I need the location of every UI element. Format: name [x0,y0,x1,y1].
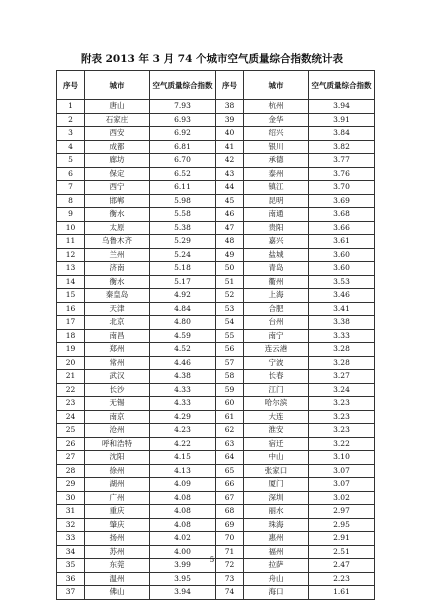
cell-city: 徐州 [85,464,150,478]
cell-index: 56 [216,343,244,357]
cell-aqi: 3.91 [309,113,375,127]
cell-index: 42 [216,154,244,168]
table-row [57,410,375,424]
cell-index: 57 [216,356,244,370]
cell-city: 秦皇岛 [85,289,150,303]
cell-aqi: 4.80 [150,316,216,330]
cell-city: 太原 [85,221,150,235]
cell-city: 佛山 [85,586,150,600]
cell-index: 53 [216,302,244,316]
cell-aqi: 3.60 [309,262,375,276]
cell-index: 72 [216,559,244,573]
cell-index: 1 [57,100,85,114]
cell-city: 承德 [244,154,309,168]
cell-index: 39 [216,113,244,127]
cell-city: 衢州 [244,275,309,289]
table-body [57,100,375,600]
header-city: 城市 [244,71,309,100]
cell-city: 长沙 [85,383,150,397]
cell-index: 41 [216,140,244,154]
table-row [57,113,375,127]
cell-index: 40 [216,127,244,141]
table-row [57,262,375,276]
cell-index: 13 [57,262,85,276]
table-row [57,356,375,370]
cell-index: 15 [57,289,85,303]
cell-aqi: 4.09 [150,478,216,492]
cell-aqi: 5.38 [150,221,216,235]
cell-aqi: 3.68 [309,208,375,222]
cell-city: 东莞 [85,559,150,573]
cell-city: 沧州 [85,424,150,438]
table-row [57,424,375,438]
cell-index: 71 [216,545,244,559]
table-row [57,275,375,289]
cell-aqi: 3.76 [309,167,375,181]
cell-aqi: 4.23 [150,424,216,438]
cell-aqi: 3.70 [309,181,375,195]
cell-city: 江门 [244,383,309,397]
cell-city: 南通 [244,208,309,222]
cell-aqi: 3.24 [309,383,375,397]
cell-aqi: 3.38 [309,316,375,330]
cell-index: 35 [57,559,85,573]
cell-index: 49 [216,248,244,262]
cell-city: 广州 [85,491,150,505]
cell-aqi: 3.84 [309,127,375,141]
table-row [57,208,375,222]
cell-city: 肇庆 [85,518,150,532]
cell-index: 11 [57,235,85,249]
cell-aqi: 3.94 [150,586,216,600]
cell-city: 邯郸 [85,194,150,208]
cell-city: 郑州 [85,343,150,357]
cell-aqi: 2.91 [309,532,375,546]
cell-city: 无锡 [85,397,150,411]
cell-index: 46 [216,208,244,222]
table-row [57,167,375,181]
cell-city: 常州 [85,356,150,370]
cell-index: 48 [216,235,244,249]
table-row [57,505,375,519]
cell-aqi: 3.69 [309,194,375,208]
cell-index: 68 [216,505,244,519]
header-index: 序号 [216,71,244,100]
cell-aqi: 5.98 [150,194,216,208]
cell-aqi: 3.23 [309,424,375,438]
cell-aqi: 3.33 [309,329,375,343]
cell-aqi: 3.07 [309,464,375,478]
cell-index: 26 [57,437,85,451]
cell-index: 73 [216,572,244,586]
cell-city: 湖州 [85,478,150,492]
page-number: 5 [209,556,215,564]
cell-city: 贵阳 [244,221,309,235]
table-row [57,451,375,465]
cell-city: 厦门 [244,478,309,492]
cell-aqi: 3.94 [309,100,375,114]
cell-index: 29 [57,478,85,492]
table-row [57,572,375,586]
table-row [57,221,375,235]
table-row [57,181,375,195]
cell-city: 武汉 [85,370,150,384]
cell-city: 南京 [85,410,150,424]
table-row [57,302,375,316]
cell-aqi: 4.46 [150,356,216,370]
cell-aqi: 4.15 [150,451,216,465]
cell-aqi: 6.93 [150,113,216,127]
table-row [57,329,375,343]
cell-index: 63 [216,437,244,451]
cell-aqi: 2.47 [309,559,375,573]
cell-city: 唐山 [85,100,150,114]
table-row [57,235,375,249]
cell-aqi: 3.27 [309,370,375,384]
cell-city: 昆明 [244,194,309,208]
cell-index: 52 [216,289,244,303]
cell-index: 7 [57,181,85,195]
cell-index: 18 [57,329,85,343]
cell-index: 64 [216,451,244,465]
table-row [57,397,375,411]
cell-city: 珠海 [244,518,309,532]
cell-aqi: 2.95 [309,518,375,532]
cell-aqi: 3.23 [309,397,375,411]
cell-index: 17 [57,316,85,330]
cell-city: 嘉兴 [244,235,309,249]
page-title: 附表 2013 年 3 月 74 个城市空气质量综合指数统计表 [80,53,344,65]
cell-city: 盐城 [244,248,309,262]
cell-index: 70 [216,532,244,546]
cell-index: 45 [216,194,244,208]
cell-index: 20 [57,356,85,370]
table-row [57,248,375,262]
cell-index: 62 [216,424,244,438]
cell-index: 58 [216,370,244,384]
cell-index: 66 [216,478,244,492]
cell-index: 19 [57,343,85,357]
cell-city: 济南 [85,262,150,276]
cell-aqi: 3.61 [309,235,375,249]
cell-aqi: 5.17 [150,275,216,289]
cell-index: 16 [57,302,85,316]
cell-aqi: 6.92 [150,127,216,141]
cell-aqi: 7.93 [150,100,216,114]
cell-city: 金华 [244,113,309,127]
cell-city: 温州 [85,572,150,586]
cell-index: 33 [57,532,85,546]
cell-city: 淮安 [244,424,309,438]
cell-aqi: 4.84 [150,302,216,316]
cell-index: 55 [216,329,244,343]
cell-index: 5 [57,154,85,168]
cell-city: 呼和浩特 [85,437,150,451]
cell-index: 67 [216,491,244,505]
cell-city: 天津 [85,302,150,316]
cell-city: 台州 [244,316,309,330]
cell-city: 拉萨 [244,559,309,573]
table-row [57,383,375,397]
cell-index: 28 [57,464,85,478]
cell-city: 大连 [244,410,309,424]
header-aqi: 空气质量综合指数 [309,71,375,100]
cell-index: 61 [216,410,244,424]
cell-city: 苏州 [85,545,150,559]
cell-aqi: 3.82 [309,140,375,154]
cell-aqi: 3.22 [309,437,375,451]
cell-index: 12 [57,248,85,262]
cell-aqi: 4.33 [150,397,216,411]
cell-index: 36 [57,572,85,586]
cell-index: 25 [57,424,85,438]
table-row [57,532,375,546]
table-row [57,127,375,141]
table-row [57,478,375,492]
cell-aqi: 4.13 [150,464,216,478]
cell-index: 21 [57,370,85,384]
cell-city: 扬州 [85,532,150,546]
cell-city: 南昌 [85,329,150,343]
cell-index: 22 [57,383,85,397]
cell-city: 海口 [244,586,309,600]
cell-aqi: 3.28 [309,343,375,357]
cell-city: 丽水 [244,505,309,519]
cell-city: 廊坊 [85,154,150,168]
cell-index: 2 [57,113,85,127]
cell-city: 连云港 [244,343,309,357]
cell-index: 54 [216,316,244,330]
cell-index: 50 [216,262,244,276]
cell-index: 30 [57,491,85,505]
cell-aqi: 3.77 [309,154,375,168]
cell-aqi: 4.29 [150,410,216,424]
cell-city: 西安 [85,127,150,141]
table-row [57,289,375,303]
cell-index: 24 [57,410,85,424]
cell-city: 惠州 [244,532,309,546]
cell-index: 6 [57,167,85,181]
cell-aqi: 5.29 [150,235,216,249]
cell-city: 石家庄 [85,113,150,127]
cell-index: 3 [57,127,85,141]
table-row [57,491,375,505]
cell-aqi: 2.97 [309,505,375,519]
cell-city: 乌鲁木齐 [85,235,150,249]
cell-aqi: 6.81 [150,140,216,154]
cell-aqi: 3.53 [309,275,375,289]
cell-index: 37 [57,586,85,600]
cell-aqi: 3.99 [150,559,216,573]
cell-index: 47 [216,221,244,235]
cell-city: 张家口 [244,464,309,478]
table-row [57,194,375,208]
cell-index: 34 [57,545,85,559]
cell-city: 合肥 [244,302,309,316]
cell-aqi: 5.24 [150,248,216,262]
cell-city: 绍兴 [244,127,309,141]
cell-index: 59 [216,383,244,397]
cell-index: 44 [216,181,244,195]
cell-index: 51 [216,275,244,289]
cell-city: 哈尔滨 [244,397,309,411]
table-row [57,370,375,384]
cell-city: 南宁 [244,329,309,343]
cell-index: 69 [216,518,244,532]
cell-aqi: 5.18 [150,262,216,276]
cell-index: 65 [216,464,244,478]
cell-aqi: 4.08 [150,518,216,532]
cell-index: 4 [57,140,85,154]
cell-city: 保定 [85,167,150,181]
cell-city: 北京 [85,316,150,330]
cell-index: 38 [216,100,244,114]
cell-city: 中山 [244,451,309,465]
cell-city: 青岛 [244,262,309,276]
cell-aqi: 3.10 [309,451,375,465]
cell-aqi: 3.60 [309,248,375,262]
cell-city: 成都 [85,140,150,154]
cell-aqi: 3.02 [309,491,375,505]
cell-city: 宿迁 [244,437,309,451]
cell-index: 27 [57,451,85,465]
cell-city: 兰州 [85,248,150,262]
cell-city: 福州 [244,545,309,559]
cell-aqi: 6.52 [150,167,216,181]
cell-index: 9 [57,208,85,222]
cell-aqi: 4.00 [150,545,216,559]
cell-index: 43 [216,167,244,181]
cell-aqi: 4.08 [150,505,216,519]
cell-aqi: 4.38 [150,370,216,384]
cell-city: 长春 [244,370,309,384]
cell-aqi: 4.59 [150,329,216,343]
cell-index: 8 [57,194,85,208]
cell-aqi: 2.23 [309,572,375,586]
cell-aqi: 6.11 [150,181,216,195]
cell-index: 32 [57,518,85,532]
cell-aqi: 3.95 [150,572,216,586]
cell-index: 74 [216,586,244,600]
cell-city: 西宁 [85,181,150,195]
cell-aqi: 3.07 [309,478,375,492]
cell-city: 重庆 [85,505,150,519]
header-aqi: 空气质量综合指数 [150,71,216,100]
table-row [57,518,375,532]
table-row [57,464,375,478]
cell-aqi: 6.70 [150,154,216,168]
table-row [57,586,375,600]
cell-aqi: 4.22 [150,437,216,451]
cell-aqi: 3.28 [309,356,375,370]
table-row [57,343,375,357]
cell-aqi: 3.41 [309,302,375,316]
cell-city: 舟山 [244,572,309,586]
cell-aqi: 3.23 [309,410,375,424]
table-row [57,154,375,168]
cell-aqi: 3.46 [309,289,375,303]
air-quality-table [56,70,375,600]
cell-city: 银川 [244,140,309,154]
cell-index: 23 [57,397,85,411]
cell-city: 镇江 [244,181,309,195]
cell-aqi: 1.61 [309,586,375,600]
cell-city: 杭州 [244,100,309,114]
header-index: 序号 [57,71,85,100]
cell-index: 10 [57,221,85,235]
table-row [57,316,375,330]
cell-aqi: 2.51 [309,545,375,559]
cell-city: 上海 [244,289,309,303]
cell-city: 沈阳 [85,451,150,465]
table-row [57,100,375,114]
cell-index: 31 [57,505,85,519]
cell-city: 泰州 [244,167,309,181]
cell-aqi: 4.02 [150,532,216,546]
cell-aqi: 4.08 [150,491,216,505]
cell-city: 衡水 [85,275,150,289]
table-row [57,140,375,154]
cell-aqi: 5.58 [150,208,216,222]
cell-aqi: 4.52 [150,343,216,357]
cell-city: 宁波 [244,356,309,370]
table-header-row [57,71,375,100]
header-city: 城市 [85,71,150,100]
cell-index: 14 [57,275,85,289]
cell-aqi: 4.33 [150,383,216,397]
cell-index: 60 [216,397,244,411]
table-row [57,437,375,451]
cell-city: 深圳 [244,491,309,505]
cell-aqi: 4.92 [150,289,216,303]
cell-city: 衡水 [85,208,150,222]
cell-aqi: 3.66 [309,221,375,235]
